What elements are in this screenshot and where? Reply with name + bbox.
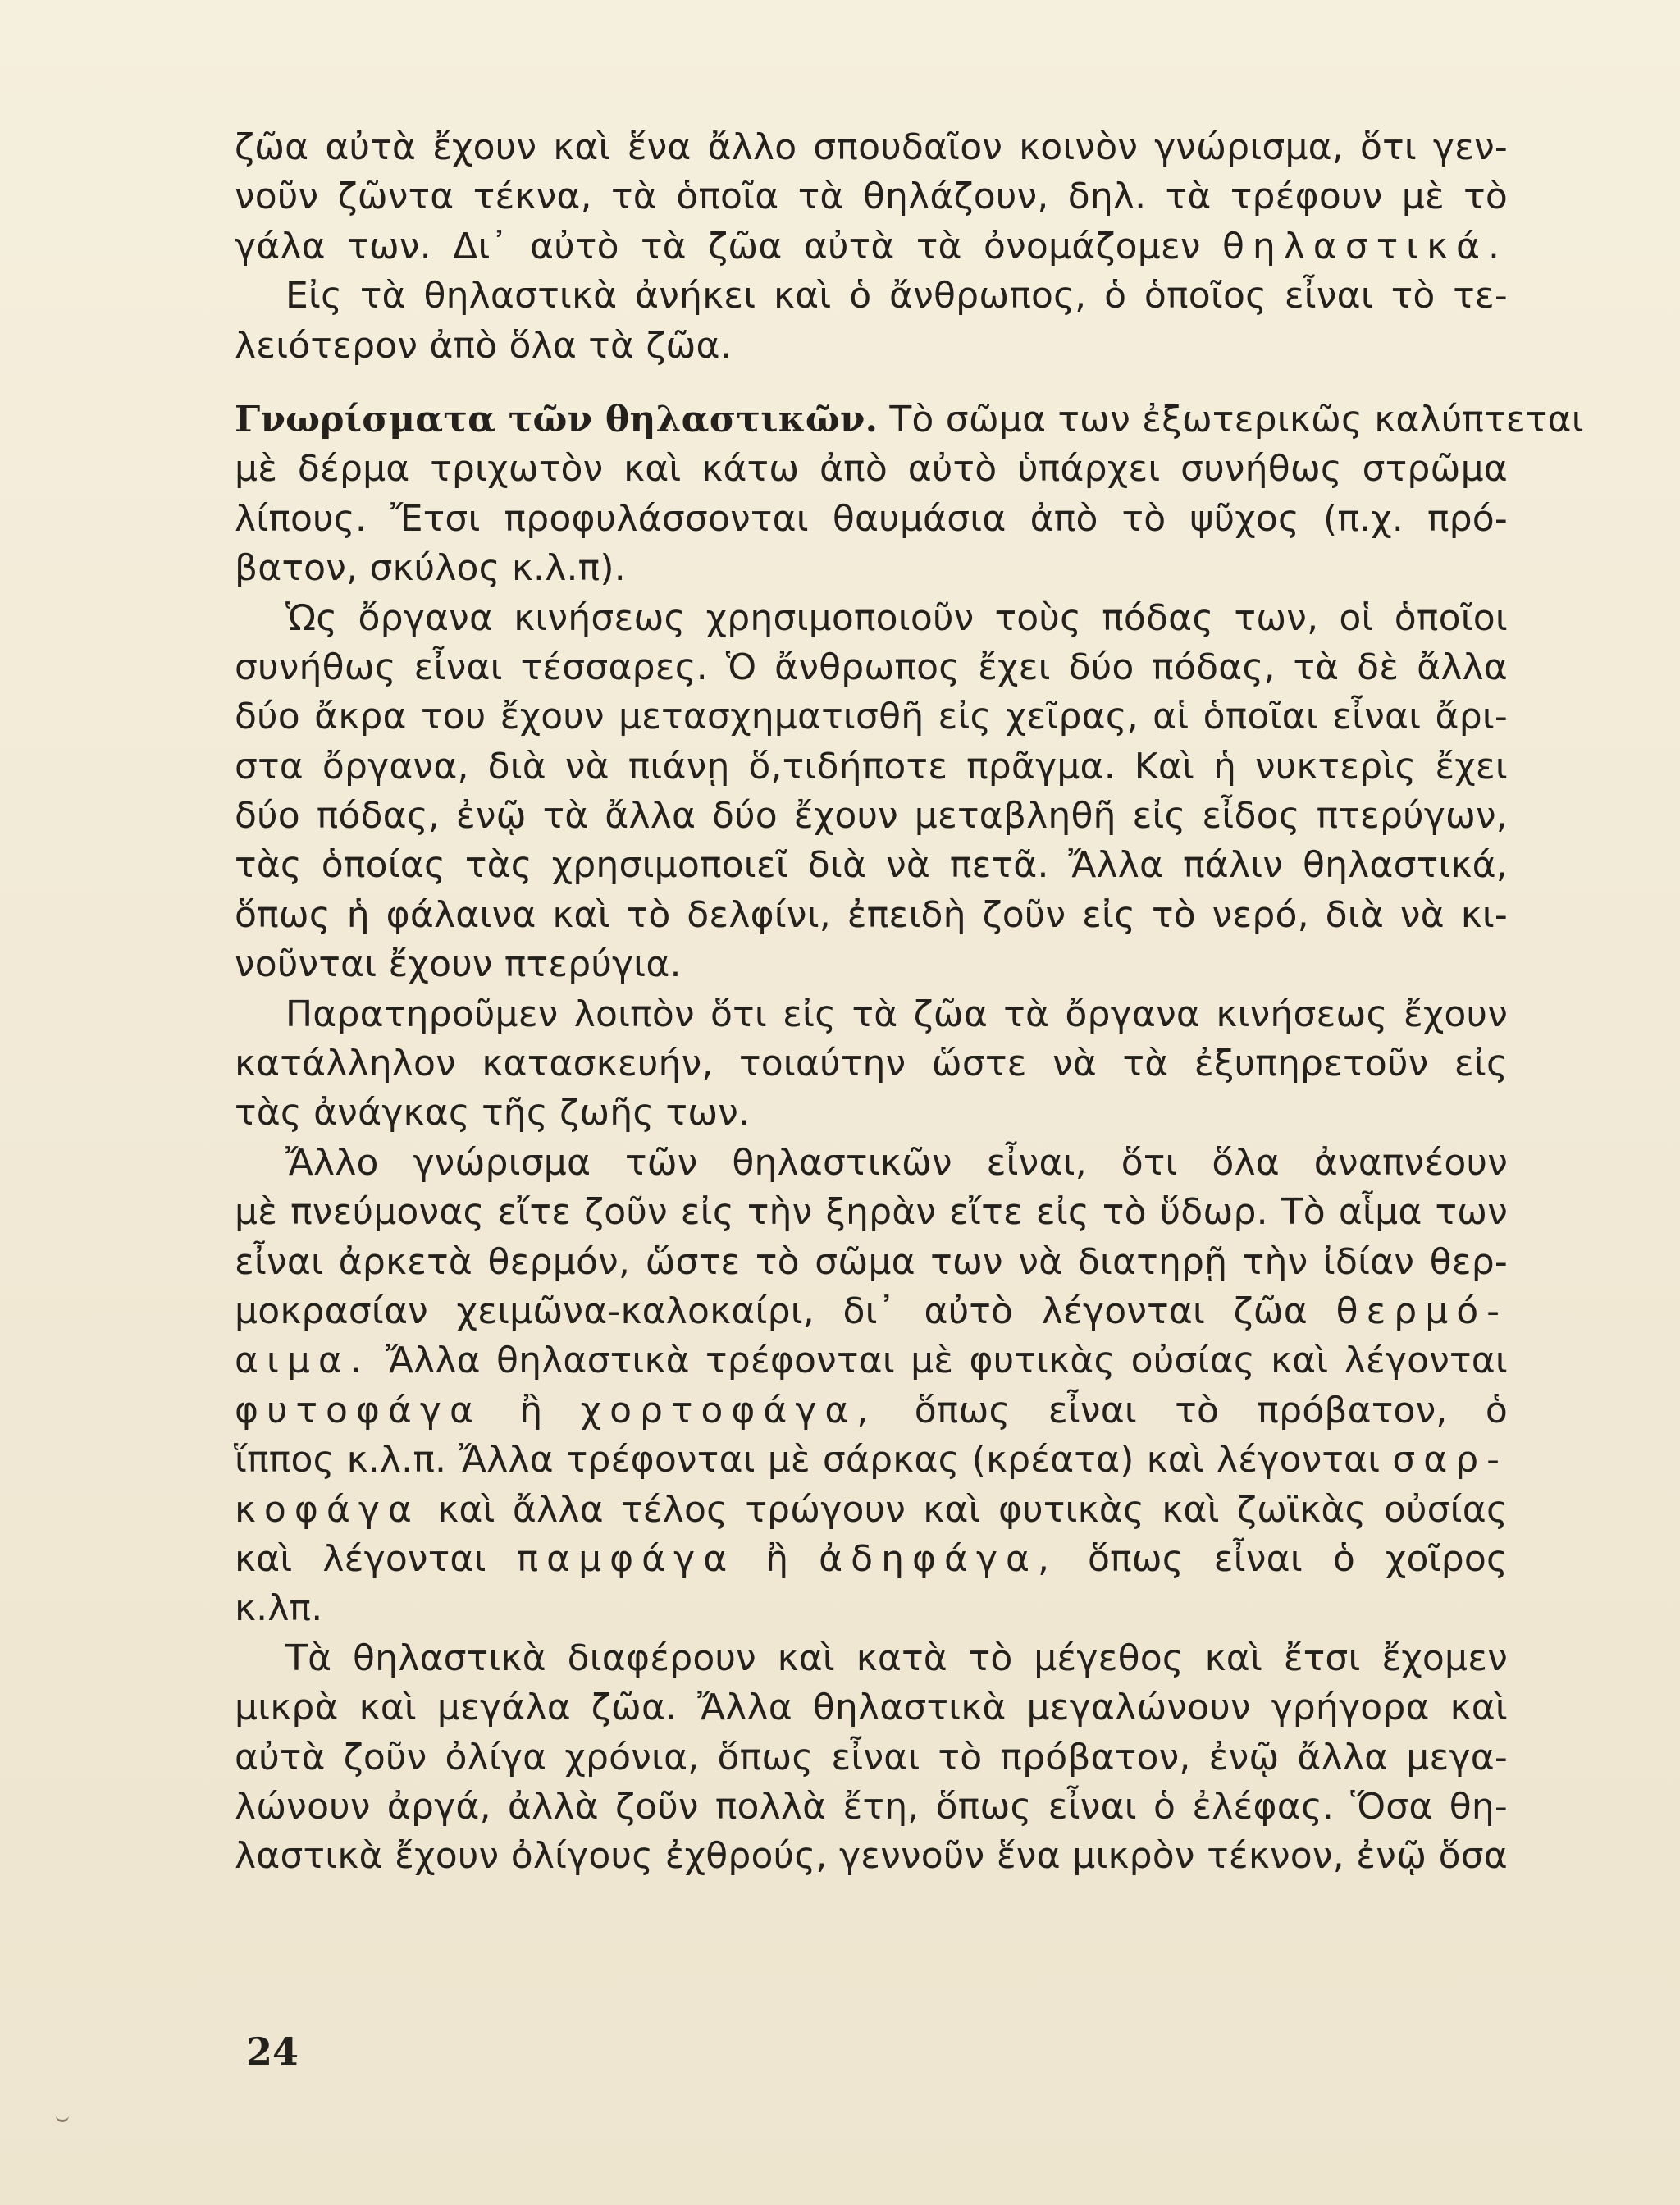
text-line: αὐτὰ ζοῦν ὀλίγα χρόνια, ὅπως εἶναι τὸ πρόβατον, ἐνῷ ἄλλα μεγα- [235, 1736, 1508, 1778]
text-line [235, 1386, 1508, 1436]
text-fragment: καὶ λέγονται [235, 1537, 486, 1580]
text-fragment: Τὸ σῶμα των ἐξωτερικῶς καλύπτεται [889, 398, 1584, 441]
paragraph-gap [235, 371, 1508, 395]
text-line [235, 395, 1584, 445]
text-line: στα ὄργανα, διὰ νὰ πιάνῃ ὅ,τιδήποτε πρᾶγμα. Καὶ ἡ νυκτερὶς ἔχει [235, 745, 1508, 788]
spaced-term: φυτοφάγα [235, 1389, 482, 1431]
spaced-term: θερμό- [1335, 1290, 1509, 1332]
spaced-term: αιμα. [235, 1340, 370, 1382]
text-line: ζῶα αὐτὰ ἔχουν καὶ ἕνα ἄλλο σπουδαῖον κοινὸν γνώρισμα, ὅτι γεν- [235, 126, 1508, 168]
text-line [235, 1436, 1508, 1485]
text-line: Τὰ θηλαστικὰ διαφέρουν καὶ κατὰ τὸ μέγεθος καὶ ἔτσι ἔχομεν [285, 1637, 1508, 1679]
text-line: κ.λπ. [235, 1587, 323, 1630]
text-line [235, 222, 1508, 272]
body-text [235, 123, 1584, 1882]
text-line [235, 1486, 1508, 1535]
text-line [235, 1535, 1508, 1584]
spaced-term: παμφάγα [516, 1537, 736, 1580]
text-line: λίπους. Ἔτσι προφυλάσσονται θαυμάσια ἀπὸ τὸ ψῦχος (π.χ. πρό- [235, 497, 1508, 540]
page-number: 24 [246, 2029, 299, 2074]
text-line: δύο ἄκρα του ἔχουν μετασχηματισθῆ εἰς χεῖρας, αἱ ὁποῖαι εἶναι ἄρι- [235, 696, 1508, 738]
spaced-term: θηλαστικά. [1221, 225, 1508, 267]
text-line: μὲ πνεύμονας εἴτε ζοῦν εἰς τὴν ξηρὰν εἴτε εἰς τὸ ὕδωρ. Τὸ αἷμα των [235, 1191, 1508, 1234]
text-line: Ὡς ὄργανα κινήσεως χρησιμοποιοῦν τοὺς πόδας των, οἱ ὁποῖοι [285, 596, 1508, 639]
spaced-term: σαρ- [1392, 1439, 1509, 1481]
text-line: δύο πόδας, ἐνῷ τὰ ἄλλα δύο ἔχουν μεταβληθῆ εἰς εἶδος πτερύγων, [235, 795, 1508, 838]
section-heading: Γνωρίσματα τῶν θηλαστικῶν. [235, 398, 879, 441]
text-fragment: καὶ ἄλλα τέλος τρώγουν καὶ φυτικὰς καὶ ζωϊκὰς οὐσίας [437, 1488, 1509, 1531]
text-line: Ἄλλο γνώρισμα τῶν θηλαστικῶν εἶναι, ὅτι ὅλα ἀναπνέουν [285, 1141, 1508, 1184]
text-line: μὲ δέρμα τριχωτὸν καὶ κάτω ἀπὸ αὐτὸ ὑπάρχει συνήθως στρῶμα [235, 448, 1508, 491]
text-fragment: ὅπως εἶναι τὸ πρόβατον, ὁ [914, 1389, 1509, 1431]
text-line: νοῦνται ἔχουν πτερύγια. [235, 943, 682, 986]
text-line: Εἰς τὰ θηλαστικὰ ἀνήκει καὶ ὁ ἄνθρωπος, ὁ ὁποῖος εἶναι τὸ τε- [285, 275, 1508, 317]
text-line: εἶναι ἀρκετὰ θερμόν, ὥστε τὸ σῶμα των νὰ διατηρῇ τὴν ἰδίαν θερ- [235, 1240, 1508, 1283]
text-fragment: Ἄλλα θηλαστικὰ τρέφονται μὲ φυτικὰς οὐσίας καὶ λέγονται [386, 1340, 1508, 1382]
text-fragment: γάλα των. Δι᾿ αὐτὸ τὰ ζῶα αὐτὰ τὰ ὀνομάζομεν [235, 225, 1201, 267]
text-line [235, 1287, 1508, 1336]
text-line [235, 1336, 1508, 1386]
text-fragment: ὅπως εἶναι ὁ χοῖρος [1087, 1537, 1509, 1580]
text-line: λειότερον ἀπὸ ὅλα τὰ ζῶα. [235, 324, 732, 367]
text-fragment: ἢ [519, 1389, 543, 1431]
text-line: λαστικὰ ἔχουν ὀλίγους ἐχθρούς, γεννοῦν ἕνα μικρὸν τέκνον, ἐνῷ ὅσα [235, 1835, 1508, 1878]
text-fragment: μοκρασίαν χειμῶνα-καλοκαίρι, δι᾿ αὐτὸ λέγονται ζῶα [235, 1290, 1308, 1332]
text-fragment: ἢ [765, 1537, 789, 1580]
text-line: τὰς ἀνάγκας τῆς ζωῆς των. [235, 1092, 751, 1134]
text-line: Παρατηροῦμεν λοιπὸν ὅτι εἰς τὰ ζῶα τὰ ὄργανα κινήσεως ἔχουν [285, 993, 1508, 1035]
text-line: κατάλληλον κατασκευήν, τοιαύτην ὥστε νὰ τὰ ἐξυπηρετοῦν εἰς [235, 1043, 1508, 1085]
scan-mark [56, 2113, 69, 2122]
text-line: βατον, σκύλος κ.λ.π). [235, 547, 626, 590]
text-line: συνήθως εἶναι τέσσαρες. Ὁ ἄνθρωπος ἔχει δύο πόδας, τὰ δὲ ἄλλα [235, 646, 1508, 688]
text-line: λώνουν ἀργά, ἀλλὰ ζοῦν πολλὰ ἔτη, ὅπως εἶναι ὁ ἐλέφας. Ὅσα θη- [235, 1785, 1508, 1828]
spaced-term: χορτοφάγα, [580, 1389, 877, 1431]
text-line: ὅπως ἡ φάλαινα καὶ τὸ δελφίνι, ἐπειδὴ ζοῦν εἰς τὸ νερό, διὰ νὰ κι- [235, 893, 1508, 936]
spaced-term: κοφάγα [235, 1488, 420, 1531]
text-fragment: ἵππος κ.λ.π. Ἄλλα τρέφονται μὲ σάρκας (κρέατα) καὶ λέγονται [235, 1439, 1381, 1481]
text-line: νοῦν ζῶντα τέκνα, τὰ ὁποῖα τὰ θηλάζουν, δηλ. τὰ τρέφουν μὲ τὸ [235, 176, 1508, 218]
text-line: μικρὰ καὶ μεγάλα ζῶα. Ἄλλα θηλαστικὰ μεγαλώνουν γρήγορα καὶ [235, 1687, 1508, 1729]
spaced-term: ἀδηφάγα, [819, 1537, 1058, 1580]
text-line: τὰς ὁποίας τὰς χρησιμοποιεῖ διὰ νὰ πετᾶ. Ἄλλα πάλιν θηλαστικά, [235, 844, 1508, 887]
